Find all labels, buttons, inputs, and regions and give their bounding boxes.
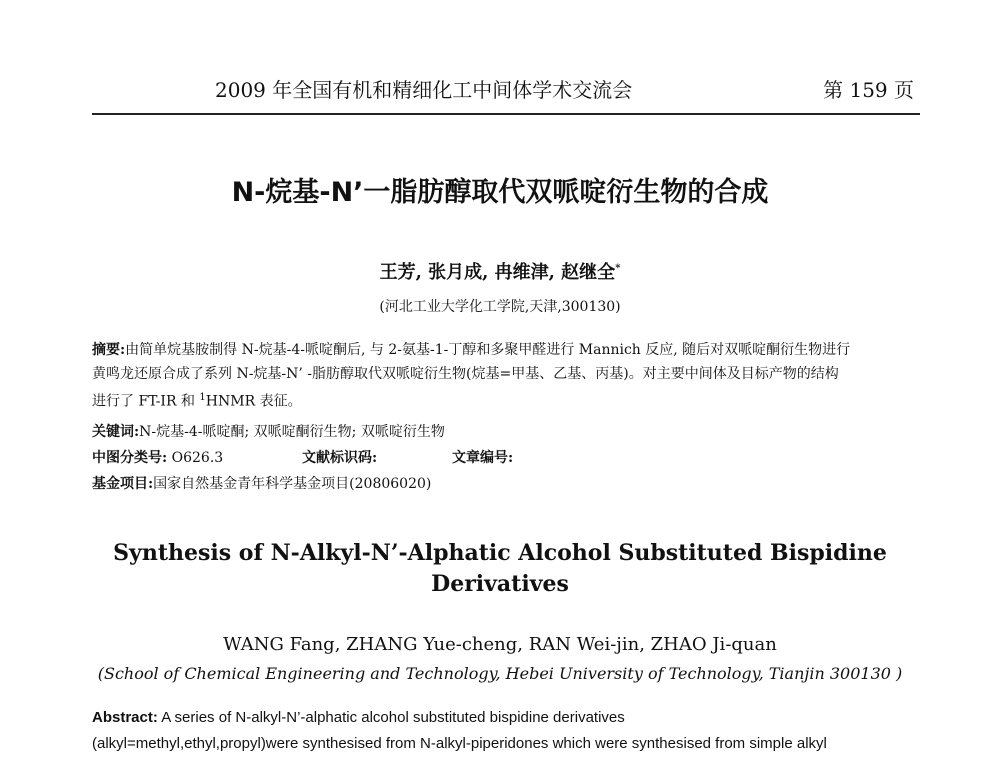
abstract-chinese bbox=[92, 338, 922, 414]
affiliation-english: (School of Chemical Engineering and Technology, Hebei University of Technology, Tianjin 300130 ) bbox=[97, 664, 903, 683]
article-number-label: 文章编号: bbox=[452, 450, 514, 466]
clc-label: 中图分类号: bbox=[92, 450, 168, 466]
document-code-label: 文献标识码: bbox=[302, 450, 378, 466]
abstract-english-line-1 bbox=[92, 705, 922, 731]
abstract-chinese-text-3b: HNMR 表征。 bbox=[205, 393, 302, 410]
running-header-conference: 2009 年全国有机和精细化工中间体学术交流会 bbox=[215, 78, 633, 102]
clc-value: O626.3 bbox=[171, 450, 224, 466]
running-header-page-number: 第 159 页 bbox=[823, 78, 914, 102]
fund-chinese-text: 国家自然基金青年科学基金项目(20806020) bbox=[153, 476, 432, 492]
title-chinese: N-烷基-N’一脂肪醇取代双哌啶衍生物的合成 bbox=[231, 177, 769, 208]
authors-chinese bbox=[0, 258, 1000, 284]
authors-chinese-names: 王芳, 张月成, 冉维津, 赵继全 bbox=[379, 262, 616, 283]
abstract-chinese-line-3 bbox=[92, 386, 922, 414]
corresponding-author-mark: * bbox=[615, 263, 621, 274]
fund-chinese bbox=[92, 472, 922, 496]
keywords-chinese-label: 关键词: bbox=[92, 424, 140, 440]
authors-english: WANG Fang, ZHANG Yue-cheng, RAN Wei-jin, ZHAO Ji-quan bbox=[223, 634, 777, 655]
abstract-chinese-text-3a: 进行了 FT-IR 和 bbox=[92, 393, 200, 410]
abstract-english-label: Abstract: bbox=[92, 709, 158, 726]
abstract-english-text-1: A series of N-alkyl-N’-alphatic alcohol substituted bispidine derivatives bbox=[157, 709, 625, 726]
classification-row bbox=[92, 446, 922, 470]
keywords-chinese bbox=[92, 420, 922, 444]
title-english-line-2: Derivatives bbox=[431, 571, 569, 597]
abstract-chinese-line-2: 黄鸣龙还原合成了系列 N-烷基-N’ -脂肪醇取代双哌啶衍生物(烷基=甲基、乙基、丙基)。对主要中间体及目标产物的结构 bbox=[92, 366, 839, 382]
abstract-chinese-line-1 bbox=[92, 338, 922, 362]
fund-chinese-label: 基金项目: bbox=[92, 476, 154, 492]
abstract-chinese-label: 摘要: bbox=[92, 342, 126, 358]
affiliation-chinese: (河北工业大学化工学院,天津,300130) bbox=[379, 299, 621, 315]
abstract-chinese-text-1: 由简单烷基胺制得 N-烷基-4-哌啶酮后, 与 2-氨基-1-丁醇和多聚甲醛进行 Mannich 反应, 随后对双哌啶酮衍生物进行 bbox=[125, 342, 851, 358]
keywords-chinese-text: N-烷基-4-哌啶酮; 双哌啶酮衍生物; 双哌啶衍生物 bbox=[139, 424, 445, 440]
clc-field bbox=[92, 446, 302, 470]
header-rule bbox=[92, 113, 920, 115]
title-english bbox=[0, 538, 1000, 600]
superscript-1: 1 bbox=[199, 392, 206, 403]
abstract-english-line-2: (alkyl=methyl,ethyl,propyl)were synthesised from N-alkyl-piperidones which were synthesised from simple alkyl bbox=[92, 735, 827, 752]
title-english-line-1: Synthesis of N-Alkyl-N’-Alphatic Alcohol Substituted Bispidine bbox=[113, 540, 887, 566]
abstract-english bbox=[92, 705, 922, 757]
